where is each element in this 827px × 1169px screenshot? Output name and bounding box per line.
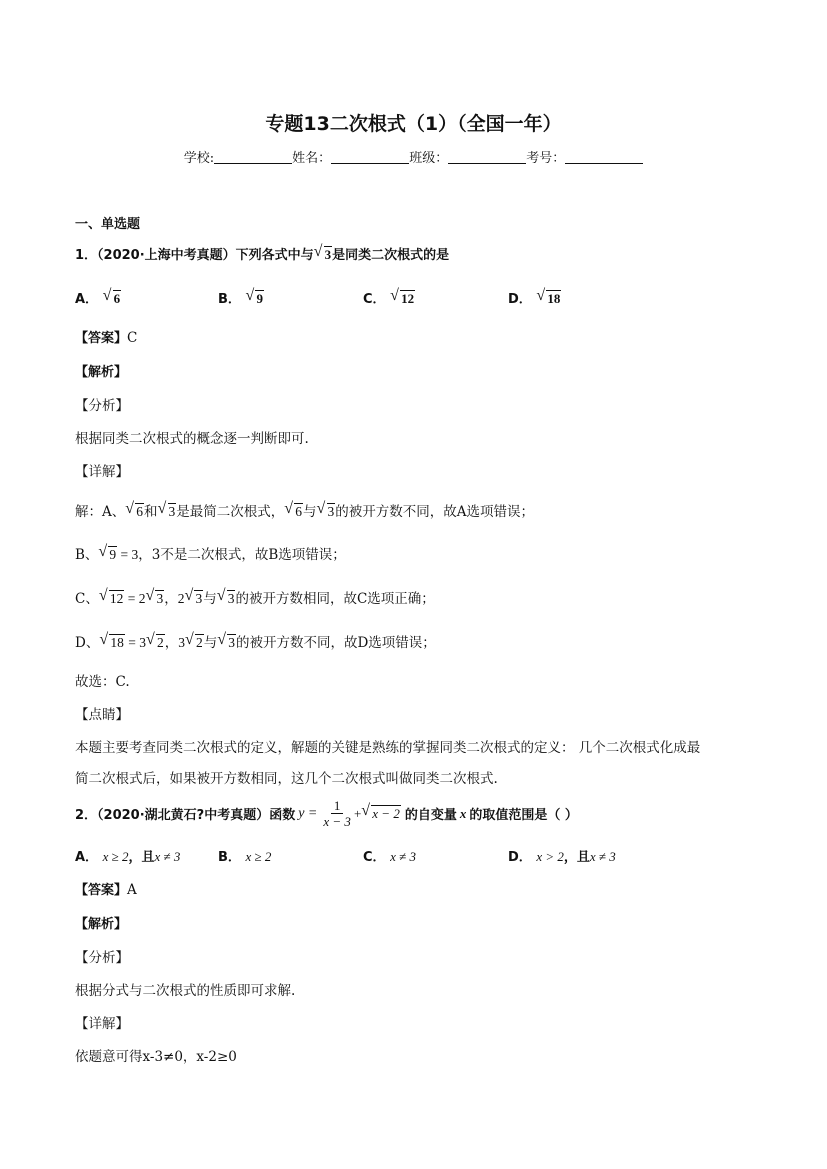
q1-stem-text: 1．（2020·上海中考真题）下列各式中与 xyxy=(75,248,314,263)
q2-answer-value: A xyxy=(127,882,137,898)
student-info-line xyxy=(0,147,827,166)
q2-detail-label: 【详解】 xyxy=(75,1016,129,1032)
q1-line-a: 解：A、√ 6和√ 3是最简二次根式，√ 6与√ 3的被开方数不同，故A选项错误； xyxy=(75,500,534,520)
school-blank[interactable] xyxy=(214,151,292,164)
sqrt-18: √ 18 xyxy=(537,290,561,307)
q1-choose: 故选：C. xyxy=(75,674,130,690)
q2-option-b[interactable]: B． x ≥ 2 xyxy=(218,849,272,865)
q1-answer-value: C xyxy=(127,330,138,346)
q1-dianjing-1: 本题主要考查同类二次根式的定义，解题的关键是熟练的掌握同类二次根式的定义： 几个二次根式化成最 xyxy=(75,740,701,756)
q1-option-c[interactable]: C． √ 12 xyxy=(363,288,415,307)
q1-option-d[interactable]: D． √ 18 xyxy=(508,288,561,307)
q2-option-c[interactable]: C． x ≠ 3 xyxy=(363,849,416,865)
school-label: 学校: xyxy=(183,151,215,166)
number-label: 考号： xyxy=(526,151,566,166)
q1-fenxi-label: 【分析】 xyxy=(75,398,129,414)
q1-line-c: C、√ 12 = 2√ 3，2√ 3与√ 3的被开方数相同，故C选项正确； xyxy=(75,587,435,607)
q2-stem: 2．（2020·湖北黄石?中考真题）函数 y = $\frac{1}{x - 3}$ + √ x − 2 的自变量 x 的取值范围是（ ） xyxy=(75,798,578,829)
q2-answer: 【答案】A xyxy=(75,882,137,898)
sqrt-3: √ 3 xyxy=(315,246,333,263)
q1-line-b: B、√ 9 = 3，3不是二次根式，故B选项错误； xyxy=(75,543,346,563)
func-y: y = xyxy=(298,805,318,821)
q1-stem xyxy=(75,244,449,263)
q1-option-b[interactable]: B． √ 9 xyxy=(218,288,264,307)
sqrt-x-2: √ x − 2 xyxy=(362,805,401,822)
q2-stem-text: 2．（2020·湖北黄石?中考真题）函数 xyxy=(75,808,296,823)
q2-detail-text: 依题意可得x-3≠0，x-2≥0 xyxy=(75,1049,237,1065)
q2-option-d[interactable]: D． x > 2，且x ≠ 3 xyxy=(508,849,616,865)
page-title: 专题13二次根式（1）（全国一年） xyxy=(265,113,562,135)
q1-option-a[interactable]: A． √ 6 xyxy=(75,288,121,307)
q1-line-d: D、√ 18 = 3√ 2，3√ 2与√ 3的被开方数不同，故D选项错误； xyxy=(75,631,436,651)
class-label: 班级： xyxy=(409,151,449,166)
fraction-1-over-x-3: $\frac{1}{x - 3}$ xyxy=(323,798,351,829)
sqrt-9: √ 9 xyxy=(246,290,264,307)
sqrt-6: √ 6 xyxy=(104,290,122,307)
section-heading: 一、单选题 xyxy=(75,217,141,232)
q1-stem-text-2: 是同类二次根式的是 xyxy=(332,248,450,263)
q2-fenxi-label: 【分析】 xyxy=(75,950,129,966)
q1-fenxi-text: 根据同类二次根式的概念逐一判断即可. xyxy=(75,431,309,447)
q2-analysis-label: 【解析】 xyxy=(75,917,128,932)
q1-analysis-label: 【解析】 xyxy=(75,365,128,380)
number-blank[interactable] xyxy=(565,151,643,164)
q1-dianjing-2: 简二次根式后，如果被开方数相同，这几个二次根式叫做同类二次根式. xyxy=(75,771,498,787)
sqrt-12: √ 12 xyxy=(391,290,415,307)
q1-detail-label: 【详解】 xyxy=(75,464,129,480)
q1-dianjing-label: 【点睛】 xyxy=(75,707,129,723)
name-label: 姓名： xyxy=(292,151,332,166)
q2-option-a[interactable]: A． x ≥ 2，且x ≠ 3 xyxy=(75,849,181,865)
q1-answer: 【答案】C xyxy=(75,330,138,346)
class-blank[interactable] xyxy=(448,151,526,164)
name-blank[interactable] xyxy=(331,151,409,164)
q2-fenxi-text: 根据分式与二次根式的性质即可求解. xyxy=(75,983,296,999)
